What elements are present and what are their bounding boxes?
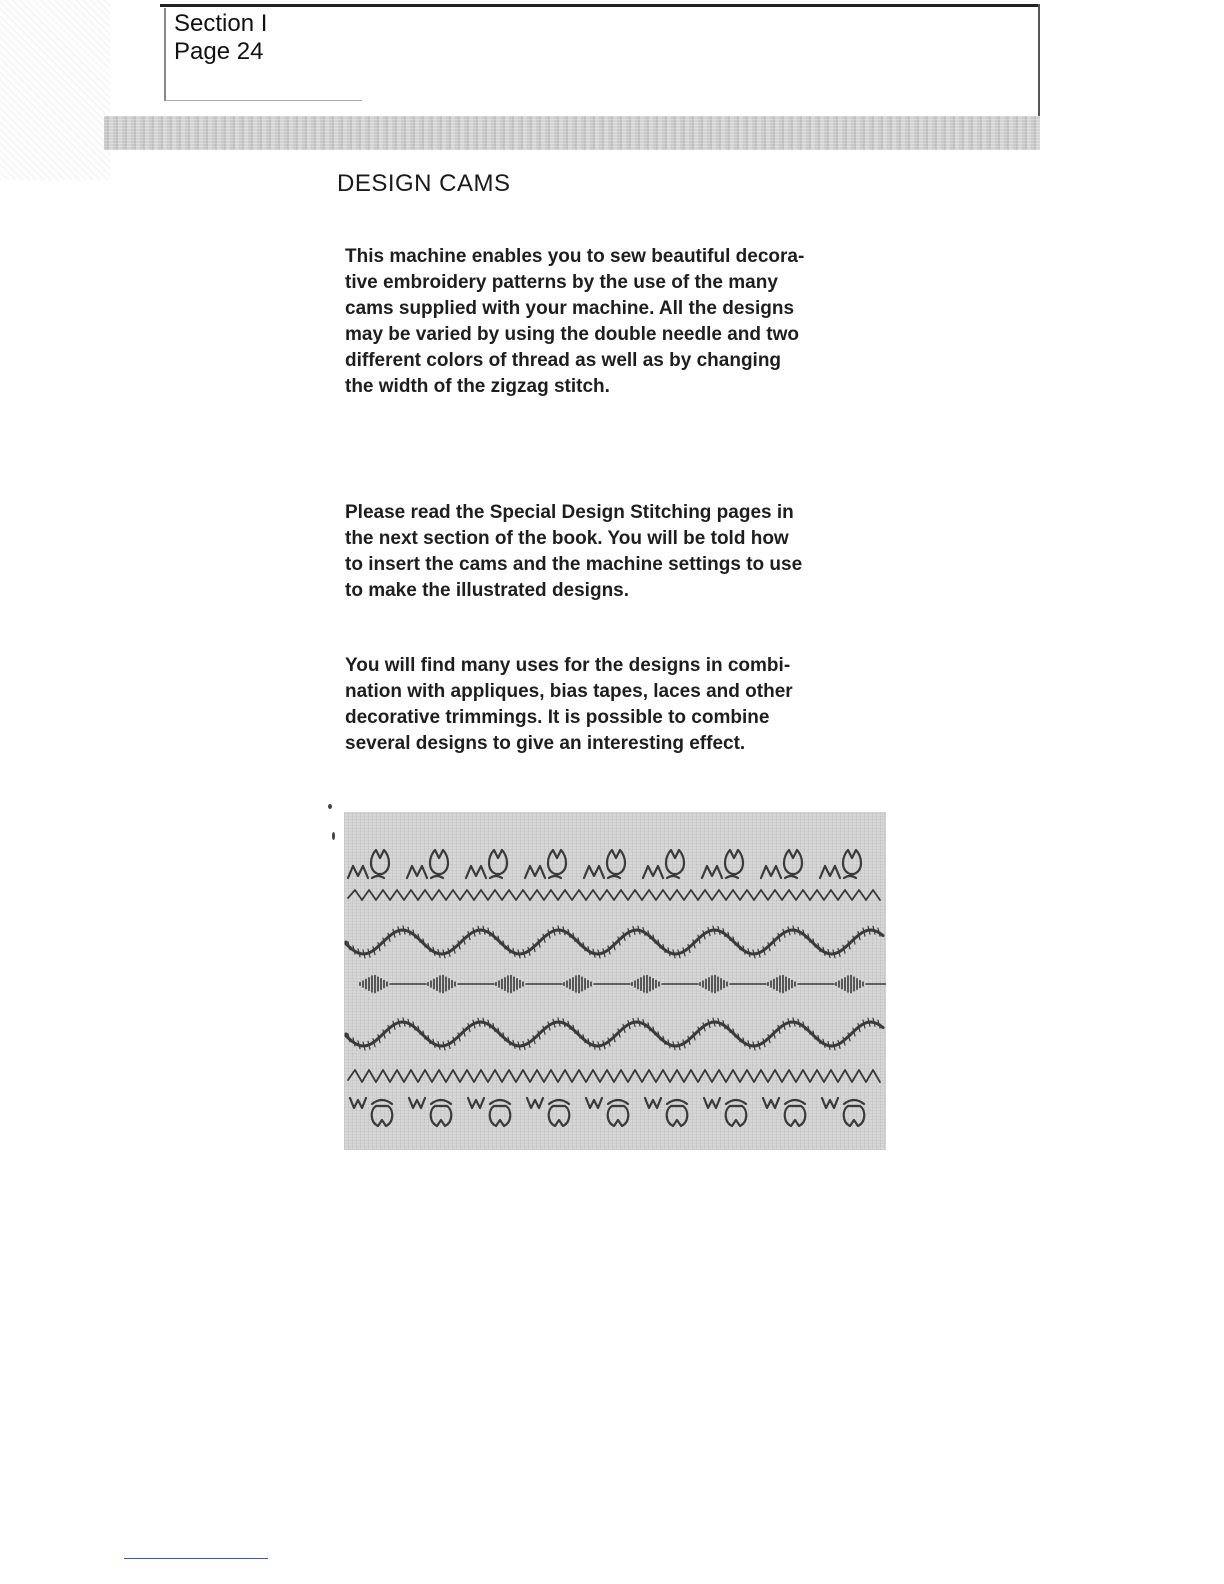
top-rule bbox=[160, 4, 1040, 7]
w-tulip-border-row bbox=[350, 1098, 864, 1126]
zigzag-leaf-row-lower bbox=[348, 1070, 880, 1082]
header-grey-band bbox=[104, 116, 1040, 150]
tulip-border-row bbox=[348, 850, 861, 878]
scan-mark bbox=[332, 832, 335, 840]
section-header-box bbox=[164, 8, 362, 101]
section-label: Section I bbox=[174, 10, 268, 37]
footer-underline bbox=[124, 1558, 268, 1559]
page-label: Page 24 bbox=[174, 38, 264, 65]
paragraph-instructions: Please read the Special Design Stitching pages in the next section of the book. You will be told how to insert the cams and the machine settings to use to make the illustrated designs. bbox=[345, 502, 803, 601]
scallop-wave-row-lower bbox=[346, 1022, 883, 1046]
scallop-wave-row bbox=[346, 930, 883, 954]
paragraph-intro: This machine enables you to sew beautiful decora- tive embroidery patterns by the use of the many cams supplied with your machine. All the designs may be varied by using the double needle and two different colors of thread as well as by changing the width of the zigzag stitch. bbox=[345, 246, 805, 397]
diamond-satin-row bbox=[360, 976, 886, 993]
paragraph-uses: You will find many uses for the designs in combi- nation with appliques, bias tapes, laces and other decorative trimmings. It is possible to combine several designs to give an interesting effect. bbox=[345, 655, 793, 754]
scan-speckle bbox=[0, 0, 110, 180]
page-title: DESIGN CAMS bbox=[337, 170, 511, 197]
embroidery-stitch-samples-photo bbox=[344, 812, 886, 1150]
scan-mark bbox=[328, 804, 332, 809]
stitch-pattern-drawing bbox=[344, 812, 886, 1150]
zigzag-leaf-row bbox=[348, 890, 880, 900]
